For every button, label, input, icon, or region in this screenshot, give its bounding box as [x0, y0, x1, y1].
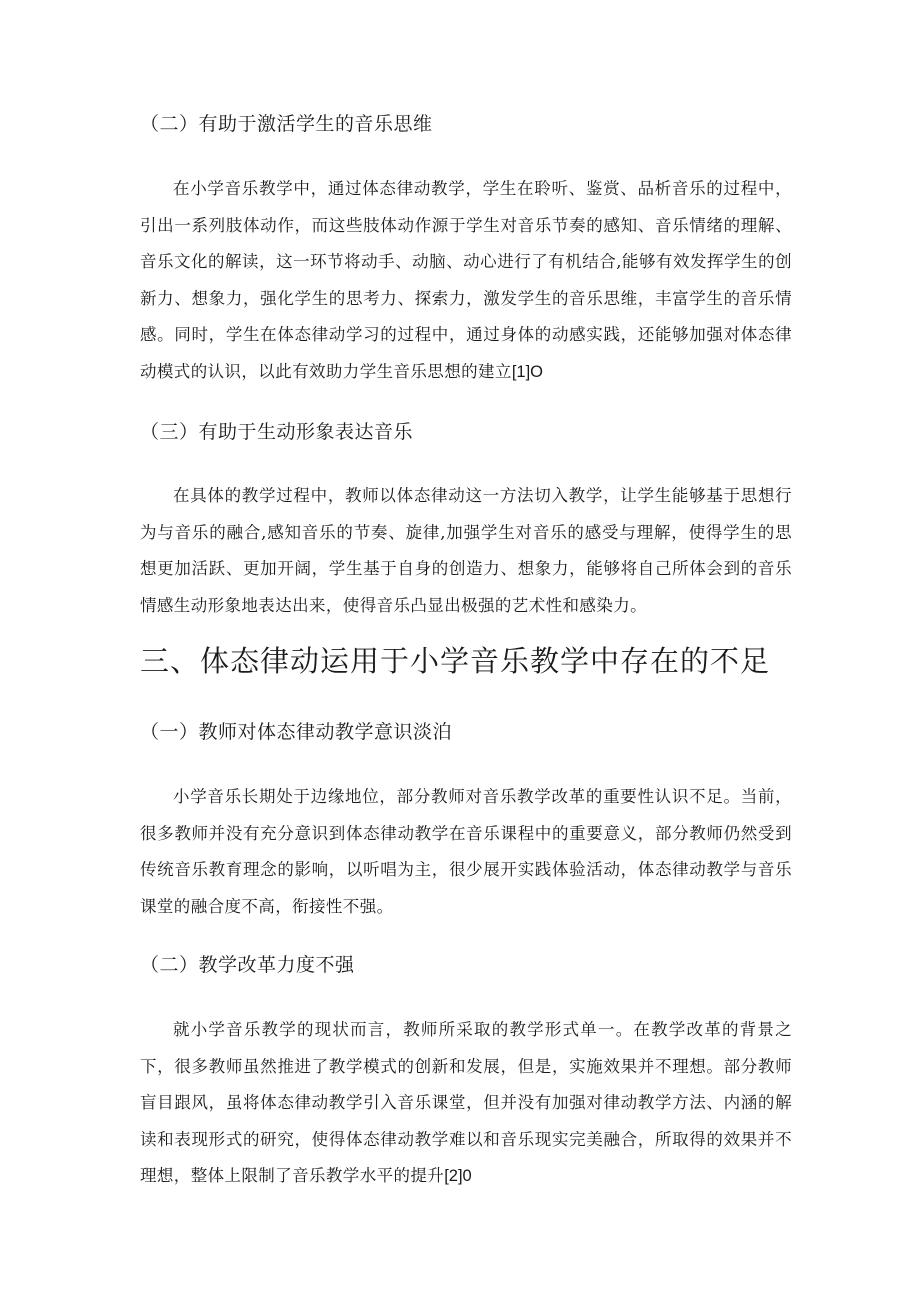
- section-heading-3: （三）有助于生动形象表达音乐: [140, 421, 414, 443]
- section-body-3-text: 在具体的教学过程中，教师以体态律动这一方法切入教学，让学生能够基于思想行为与音乐的融合,感知音乐的节奏、旋律,加强学生对音乐的感受与理解，使得学生的思想更加活跃、更加开阔，学生基于自身的创造力、想象力，能够将自己所体会到的音乐情感生动形象地表达出来，使得音乐凸显出极强的艺术性和感染力。: [140, 486, 792, 615]
- chapter-heading: 三、体态律动运用于小学音乐教学中存在的不足: [140, 644, 771, 678]
- section-body-2-text: 在小学音乐教学中，通过体态律动教学，学生在聆听、鉴赏、品析音乐的过程中，引出一系列肢体动作，而这些肢体动作源于学生对音乐节奏的感知、音乐情绪的理解、音乐文化的解读，这一环节将动手、动脑、动心进行了有机结合,能够有效发挥学生的创新力、想象力，强化学生的思考力、探索力，激发学生的音乐思维，丰富学生的音乐情感。同时，学生在体态律动学习的过程中，通过身体的动感实践，还能够加强对体态律动模式的认识，以此有效助力学生音乐思想的建立: [140, 179, 792, 381]
- chapter-section-body-2: [140, 1012, 792, 1195]
- chapter-section-heading-1: （一）教师对体态律动教学意识淡泊: [140, 721, 453, 743]
- section-heading-2: （二）有助于激活学生的音乐思维: [140, 113, 433, 135]
- chapter-section-body-1-text: 小学音乐长期处于边缘地位，部分教师对音乐教学改革的重要性认识不足。当前，很多教师并没有充分意识到体态律动教学在音乐课程中的重要意义，部分教师仍然受到传统音乐教育理念的影响，以听唱为主，很少展开实践体验活动，体态律动教学与音乐课堂的融合度不高，衔接性不强。: [140, 787, 792, 916]
- citation-2: [2]0: [444, 1167, 472, 1186]
- chapter-section-body-2-text: 就小学音乐教学的现状而言，教师所采取的教学形式单一。在教学改革的背景之下，很多教师虽然推进了教学模式的创新和发展，但是，实施效果并不理想。部分教师盲目跟风，虽将体态律动教学引入音乐课堂，但并没有加强对律动教学方法、内涵的解读和表现形式的研究，使得体态律动教学难以和音乐现实完美融合，所取得的效果并不理想，整体上限制了音乐教学水平的提升: [140, 1020, 792, 1186]
- citation-1: [1]O: [511, 362, 543, 381]
- chapter-section-heading-2: （二）教学改革力度不强: [140, 954, 355, 976]
- section-body-2: [140, 171, 792, 391]
- section-body-3: [140, 478, 792, 624]
- chapter-section-body-1: [140, 779, 792, 925]
